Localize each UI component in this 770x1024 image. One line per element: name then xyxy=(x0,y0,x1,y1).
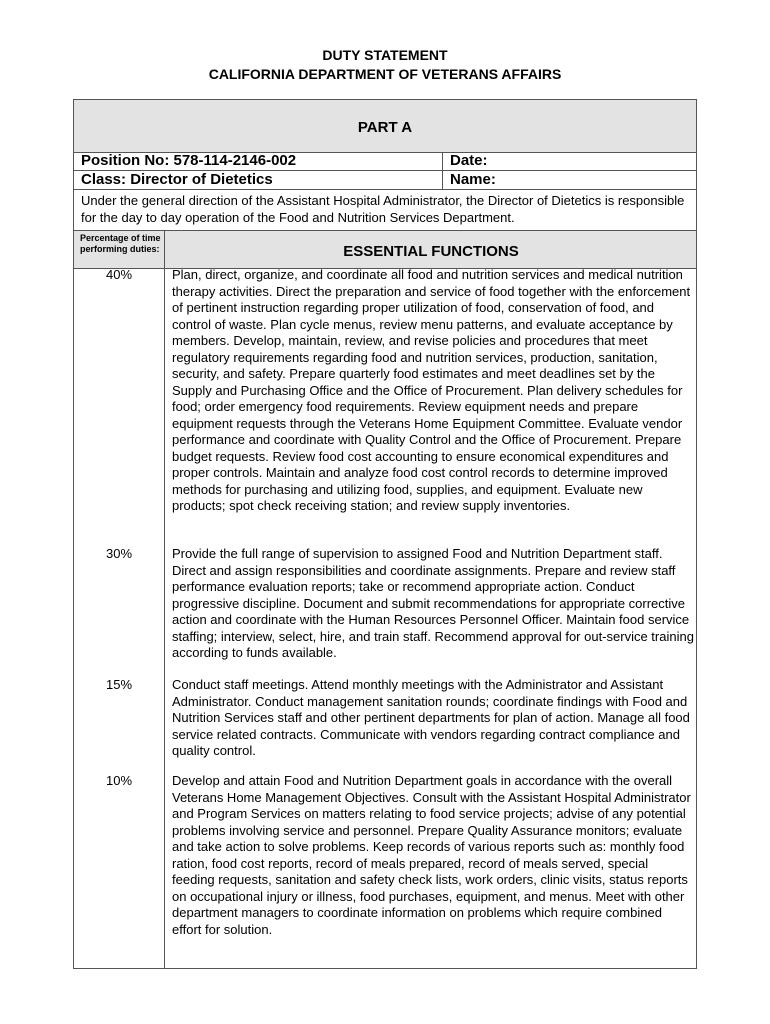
document-title: DUTY STATEMENT xyxy=(322,47,448,63)
class-title: Class: Director of Dietetics xyxy=(81,171,273,188)
function-percent: 30% xyxy=(105,546,133,561)
function-description: Provide the full range of supervision to assigned Food and Nutrition Department staff. Direct and assign responsibilities and coordinate assignments. Prepare and review staff performance evaluation reports; take or recommend appropriate action. Conduct progressive discipline. Document and submit recommendations for appropriate corrective action and coordinate with the Human Resources Personnel Officer. Maintain food service staffing; interview, select, hire, and train staff. Recommend approval for out-service training according to funds available. xyxy=(172,546,694,660)
function-percent: 40% xyxy=(105,267,133,282)
column-divider xyxy=(164,231,165,969)
duty-statement-form xyxy=(73,99,697,969)
position-row xyxy=(74,152,696,171)
date-field: Date: xyxy=(450,152,488,169)
name-field: Name: xyxy=(450,171,496,188)
department-name: CALIFORNIA DEPARTMENT OF VETERANS AFFAIRS xyxy=(208,66,562,82)
essential-functions-heading: ESSENTIAL FUNCTIONS xyxy=(343,243,519,260)
percentage-column-header: Percentage of time performing duties: xyxy=(80,233,161,254)
class-row xyxy=(74,171,696,190)
function-percent: 15% xyxy=(105,677,133,692)
function-description: Conduct staff meetings. Attend monthly meetings with the Administrator and Assistant Administrator. Conduct management sanitation rounds; coordinate findings with Food and Nutrition Services staff and other pertinent departments for plan of action. Manage all food service related contracts. Communicate with vendors regarding contract compliance and quality control. xyxy=(172,677,690,758)
function-percent: 10% xyxy=(105,773,133,788)
function-description: Plan, direct, organize, and coordinate all food and nutrition services and medical nutrition therapy activities. Direct the preparation and service of food together with the enforcement of pertinent instruction regarding proper utilization of food, conservation of food, and control of waste. Plan cycle menus, review menu patterns, and evaluate acceptance by members. Develop, maintain, review, and revise policies and procedures that meet regulatory requirements regarding food and nutrition services, production, sanitation, security, and safety. Prepare quarterly food estimates and meet deadlines set by the Supply and Purchasing Office and the Office of Procurement. Plan delivery schedules for food; order emergency food requirements. Review equipment needs and prepare equipment requests through the Veterans Home Equipment Committee. Evaluate vendor performance and coordinate with Quality Control and the Office of Procurement. Prepare budget requests. Review food cost accounting to ensure economical expenditures and proper controls. Maintain and analyze food cost control records to determine improved methods for purchasing and utilizing food, supplies, and equipment. Evaluate new products; spot check receiving station; and review supply inventories. xyxy=(172,267,691,513)
intro-paragraph: Under the general direction of the Assistant Hospital Administrator, the Director of Dietetics is responsible for the day to day operation of the Food and Nutrition Services Department. xyxy=(81,193,685,225)
part-heading: PART A xyxy=(74,100,696,153)
header-divider xyxy=(442,152,443,190)
function-description: Develop and attain Food and Nutrition Department goals in accordance with the overall Veterans Home Management Objectives. Consult with the Assistant Hospital Administrator and Program Services on matters relating to food service projects; advise of any potential problems involving service and personnel. Prepare Quality Assurance monitors; evaluate and take action to solve problems. Keep records of various reports such as: monthly food ration, food cost reports, record of meals prepared, record of meals served, special feeding requests, sanitation and safety check lists, work orders, clinic visits, status reports on occupational injury or illness, food purchases, equipment, and menus. Meet with other department managers to coordinate information on problems which require combined effort for solution. xyxy=(172,773,691,937)
position-number: Position No: 578-114-2146-002 xyxy=(81,152,297,169)
